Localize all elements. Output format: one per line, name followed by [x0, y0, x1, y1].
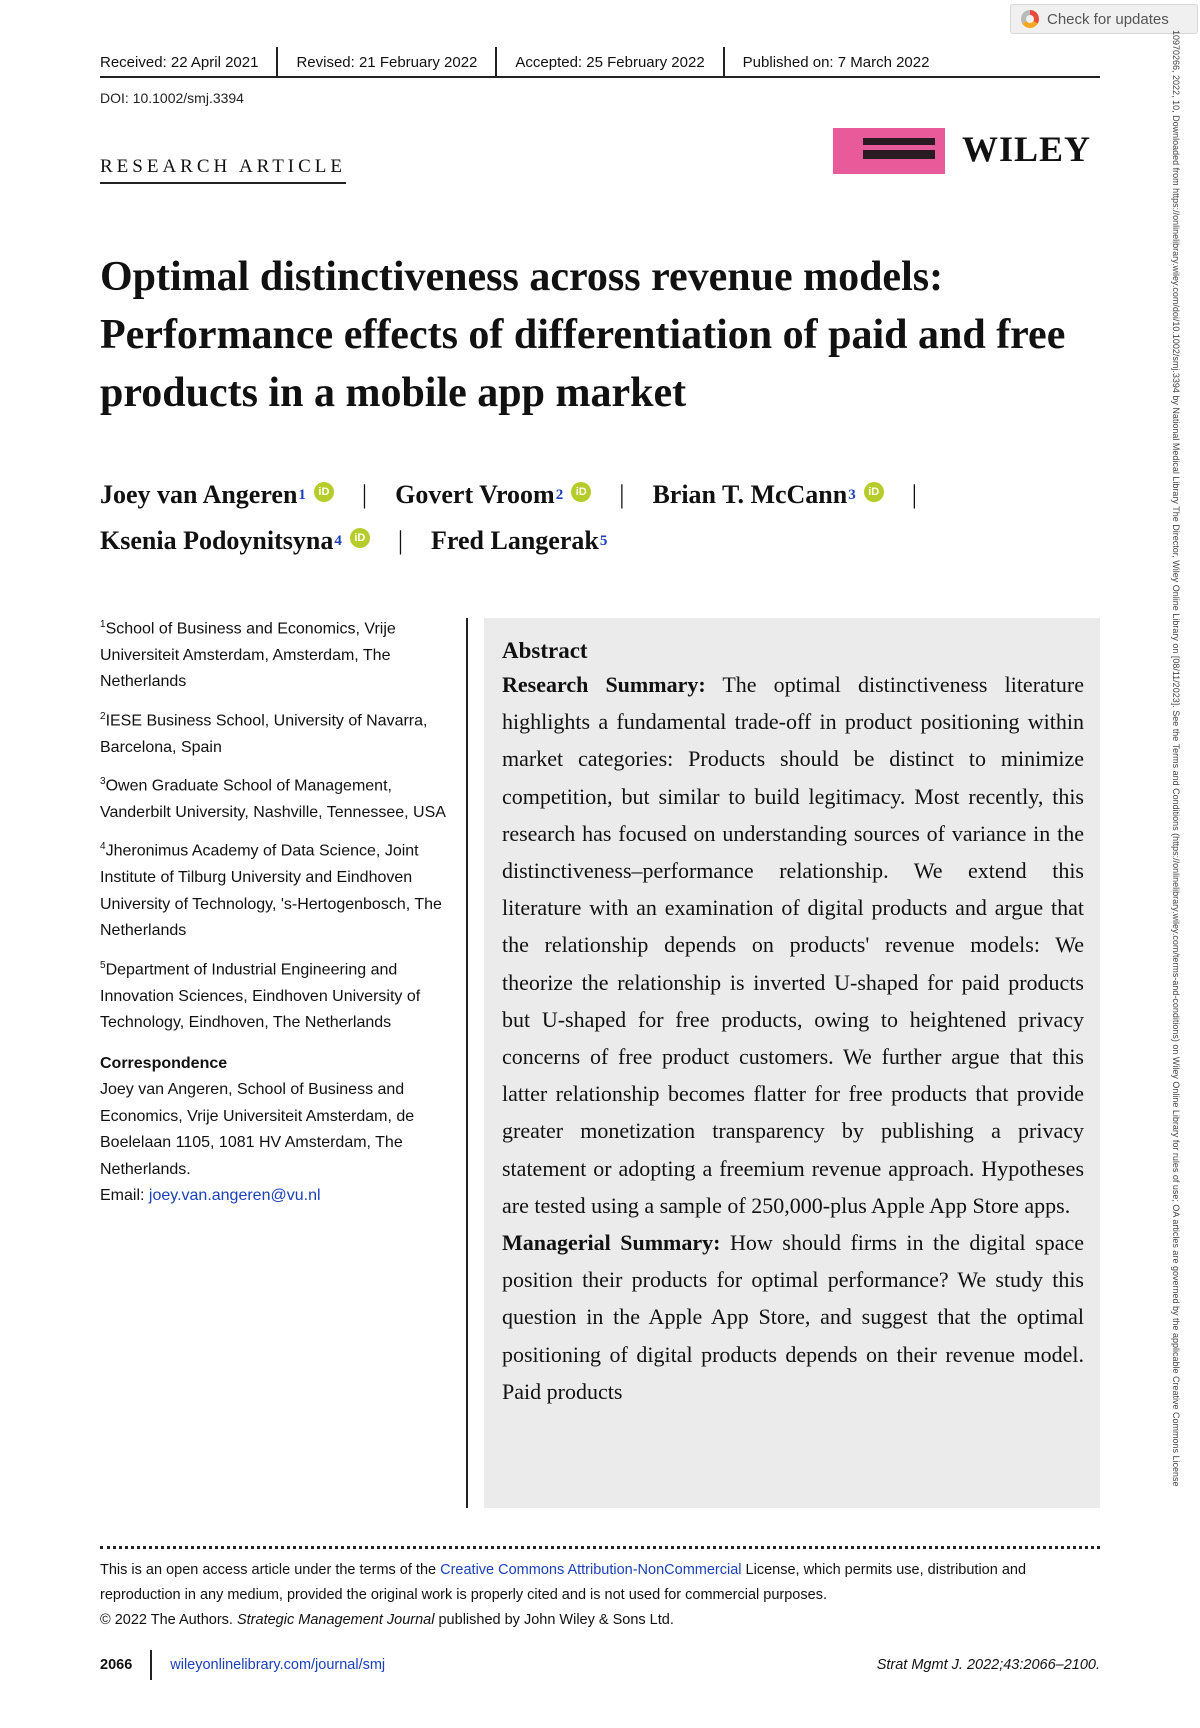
side-download-notice: 10970266, 2022, 10, Downloaded from https://onlinelibrary.wiley.com/doi/10.1002/smj.3394 by National Medical Library The Director, Wiley Online Library on [08/11/2023]. See the Terms and Conditions (https://onlinelibrary.wiley.com/terms-and-conditions) on Wiley Online Library for rules of use; OA articles are governed by the applicable Creative Commons License — [1171, 30, 1181, 1487]
divider: | — [361, 480, 368, 509]
crossmark-icon — [1021, 10, 1039, 28]
article-title: Optimal distinctiveness across revenue models: Performance effects of differentiation of paid and free products in a mobile app market — [100, 254, 1066, 416]
page-footer — [100, 1650, 1100, 1680]
orcid-icon[interactable]: iD — [571, 482, 591, 502]
research-summary: Research Summary: The optimal distinctiveness literature highlights a fundamental trade-off in product positioning within market categories: Products should be distinct to minimize competition, but similar to build legitimacy. Most recently, this research has focused on understanding sources of variance in the distinctiveness–performance relationship. We extend this literature with an examination of digital products and argue that the relationship depends on products' revenue models: We theorize the relationship is inverted U-shaped for paid products but U-shaped for free products, owing to heightened privacy concerns of free product customers. We further argue that this latter relationship becomes flatter for free products that provide greater monetization transparency by publishing a privacy statement or adopting a freemium revenue approach. Hypotheses are tested using a sample of 250,000-plus Apple App Store apps. — [502, 672, 1084, 1218]
author-list — [100, 472, 1100, 564]
orcid-icon[interactable]: iD — [864, 482, 884, 502]
check-for-updates-label: Check for updates — [1047, 10, 1169, 28]
received-date: Received: 22 April 2021 — [100, 53, 259, 71]
divider: | — [397, 526, 404, 555]
column-divider — [466, 618, 468, 1508]
license-link[interactable]: Creative Commons Attribution-NonCommercial — [440, 1562, 742, 1578]
license-notice: This is an open access article under the terms of the Creative Commons Attribution-NonCommercial License, which permits use, distribution and reproduction in any medium, provided the original work is properly cited and is not used for commercial purposes. © 2022 The Authors. Strategic Management Journal published by John Wiley & Sons Ltd. — [100, 1562, 1027, 1628]
published-date: Published on: 7 March 2022 — [742, 53, 930, 71]
journal-logo — [833, 128, 945, 174]
correspondence-email: Email: joey.van.angeren@vu.nl — [100, 1187, 321, 1205]
affiliation: $^3$Owen Graduate School of Management, Vanderbilt University, Nashville, Tennessee, USA — [100, 776, 446, 821]
affiliation: $^5$Department of Industrial Engineering and Innovation Sciences, Eindhoven University of Technology, Eindhoven, The Netherlands — [100, 959, 421, 1032]
affiliation: $^2$IESE Business School, University of Navarra, Barcelona, Spain — [100, 710, 428, 756]
affiliation: $^4$Jheronimus Academy of Data Science, Joint Institute of Tilburg University and Eindhoven University of Technology, 's-Hertogenbosch, The Netherlands — [100, 841, 442, 940]
citation: Strat Mgmt J. 2022;43:2066–2100. — [876, 1657, 1100, 1673]
orcid-icon[interactable]: iD — [350, 528, 370, 548]
history-dates — [100, 48, 1100, 78]
author[interactable]: Govert Vroom 2 iD — [395, 472, 591, 518]
journal-name: Strategic Management Journal — [236, 1612, 435, 1628]
publisher-logo: WILEY — [962, 129, 1092, 169]
correspondence-heading: Correspondence — [100, 1054, 228, 1072]
author[interactable]: Ksenia Podoynitsyna 4 iD — [100, 518, 370, 564]
managerial-summary: Managerial Summary: How should firms in the digital space position their products for optimal performance? We study this question in the Apple App Store, and suggest that the optimal positioning of digital products depends on their revenue model. Paid products — [502, 1230, 1084, 1404]
revised-date: Revised: 21 February 2022 — [296, 53, 478, 71]
abstract-box — [484, 618, 1100, 1508]
logo-bar — [863, 150, 935, 159]
email-link[interactable]: joey.van.angeren@vu.nl — [148, 1187, 321, 1205]
author[interactable]: Joey van Angeren 1 iD — [100, 472, 334, 518]
affiliations — [100, 612, 455, 1210]
abstract-heading: Abstract — [502, 638, 588, 663]
divider — [150, 1650, 152, 1680]
correspondence-address: Joey van Angeren, School of Business and Economics, Vrije Universiteit Amsterdam, de Boelelaan 1105, 1081 HV Amsterdam, The Netherlands. — [100, 1081, 415, 1178]
doi: DOI: 10.1002/smj.3394 — [100, 90, 244, 106]
divider: | — [911, 480, 917, 509]
divider: | — [619, 480, 625, 509]
accepted-date: Accepted: 25 February 2022 — [515, 53, 705, 71]
logo-bar — [863, 138, 935, 145]
author[interactable]: Fred Langerak 5 — [431, 526, 608, 555]
orcid-icon[interactable]: iD — [314, 482, 334, 502]
article-type: RESEARCH ARTICLE — [100, 156, 346, 184]
dotted-divider — [100, 1546, 1100, 1549]
affiliation: $^1$School of Business and Economics, Vrije Universiteit Amsterdam, Amsterdam, The Netherlands — [100, 619, 396, 691]
journal-url-link[interactable]: wileyonlinelibrary.com/journal/smj — [170, 1657, 386, 1673]
author[interactable]: Brian T. McCann 3 iD — [652, 472, 883, 518]
page-number: 2066 — [100, 1657, 133, 1673]
